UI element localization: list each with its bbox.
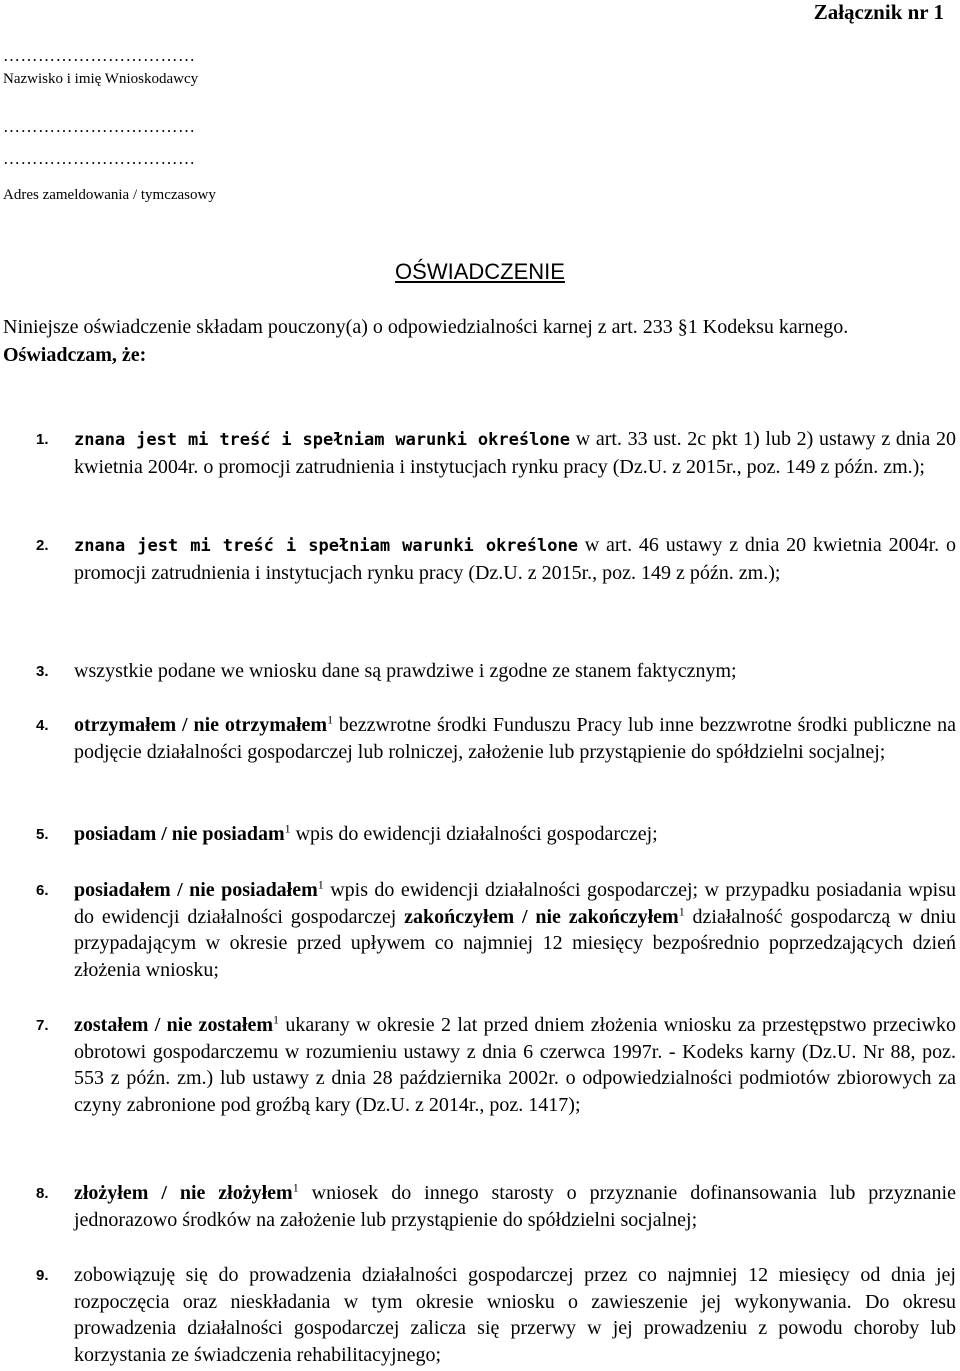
address-label: Adres zameldowania / tymczasowy bbox=[3, 187, 216, 203]
item-text: otrzymałem / nie otrzymałem$^1$ bezzwrotne środki Funduszu Pracy lub inne bezzwrotne środki publiczne na podjęcie działalności gospodarczej lub rolniczej, założenie lub przystąpienie do spółdzielni socjalnej; bbox=[74, 712, 956, 763]
item-text: zobowiązuję się do prowadzenia działalności gospodarczej przez co najmniej 12 miesięcy od dnia jej rozpoczęcia oraz niesk​ładania w tym okresie wniosku o zawieszenie jej wykonywania. Do okresu prowadzenia działalności gospodarczej zalicza się przerwy w jej prowadzeniu z powodu choroby lub korzystania ze świadczenia rehabilitacyjnego; bbox=[74, 1264, 956, 1366]
item-number: 3. bbox=[36, 663, 49, 680]
name-dots-line: …………………………… bbox=[3, 46, 196, 65]
item-number: 7. bbox=[36, 1017, 49, 1034]
item-number: 4. bbox=[36, 717, 49, 734]
page-title: OŚWIADCZENIE bbox=[395, 259, 565, 284]
item-text: znana jest mi treść i spełniam warunki określone w art. 33 ust. 2c pkt 1) lub 2) ustawy z dnia 20 kwietnia 2004r. o promocji zatrudnienia i instytucjach rynku pracy (Dz.U. z 2015r., poz. 149 z późn. zm.); bbox=[74, 428, 956, 478]
declaration-heading: Oświadczam, że: bbox=[3, 344, 147, 366]
item-text: posiadam / nie posiadam$^1$ wpis do ewidencji działalności gospodarczej; bbox=[74, 821, 658, 845]
item-number: 1. bbox=[36, 431, 49, 448]
item-number: 2. bbox=[36, 537, 49, 554]
address-dots-line-2: …………………………… bbox=[3, 149, 196, 168]
item-text: złożyłem / nie złożyłem$^1$ wniosek do innego starosty o przyznanie dofinansowania lub przyznanie jednorazowo środków na założenie lub przystąpienie do spółdzielni socjalnej; bbox=[74, 1180, 956, 1231]
item-number: 9. bbox=[36, 1267, 49, 1284]
attachment-label: Załącznik nr 1 bbox=[813, 0, 944, 24]
intro-paragraph: Niniejsze oświadczenie składam pouczony(a) o odpowiedzialności karnej z art. 233 §1 Kodeksu karnego. bbox=[3, 316, 849, 338]
name-label: Nazwisko i imię Wnioskodawcy bbox=[3, 71, 199, 87]
address-dots-line-1: …………………………… bbox=[3, 117, 196, 136]
item-number: 8. bbox=[36, 1185, 49, 1202]
item-text: wszystkie podane we wniosku dane są prawdziwe i zgodne ze stanem faktycznym; bbox=[74, 660, 737, 682]
item-number: 6. bbox=[36, 882, 49, 899]
item-number: 5. bbox=[36, 826, 49, 843]
item-text: znana jest mi treść i spełniam warunki określone w art. 46 ustawy z dnia 20 kwietnia 2004r. o promocji zatrudnienia i instytucjach rynku pracy (Dz.U. z 2015r., poz. 149 z późn. zm.); bbox=[74, 534, 956, 584]
item-text: posiadałem / nie posiadałem$^1$ wpis do ewidencji działalności gospodarczej; w przypadku posiadania wpisu do ewidencji działalności gospodarczej zakończyłem / nie zakończyłem$^1$ działalność gospodarczą w dniu przypadającym w okresie przed upływem co najmniej 12 miesięcy bezpośrednio poprzedzających dzień złożenia wniosku; bbox=[74, 877, 956, 981]
item-text: zostałem / nie zostałem$^1$ ukarany w okresie 2 lat przed dniem złożenia wniosku za przestępstwo przeciwko obrotowi gospodarczemu w rozumieniu ustawy z dnia 6 czerwca 1997r. - Kodeks karny (Dz.U. Nr 88, poz. 553 z późn. zm.) lub ustawy z dnia 28 października 2002r. o odpowiedzialności podmiotów zbiorowych za czyny zabronione pod groźbą kary (Dz.U. z 2014r., poz. 1417); bbox=[74, 1012, 956, 1116]
